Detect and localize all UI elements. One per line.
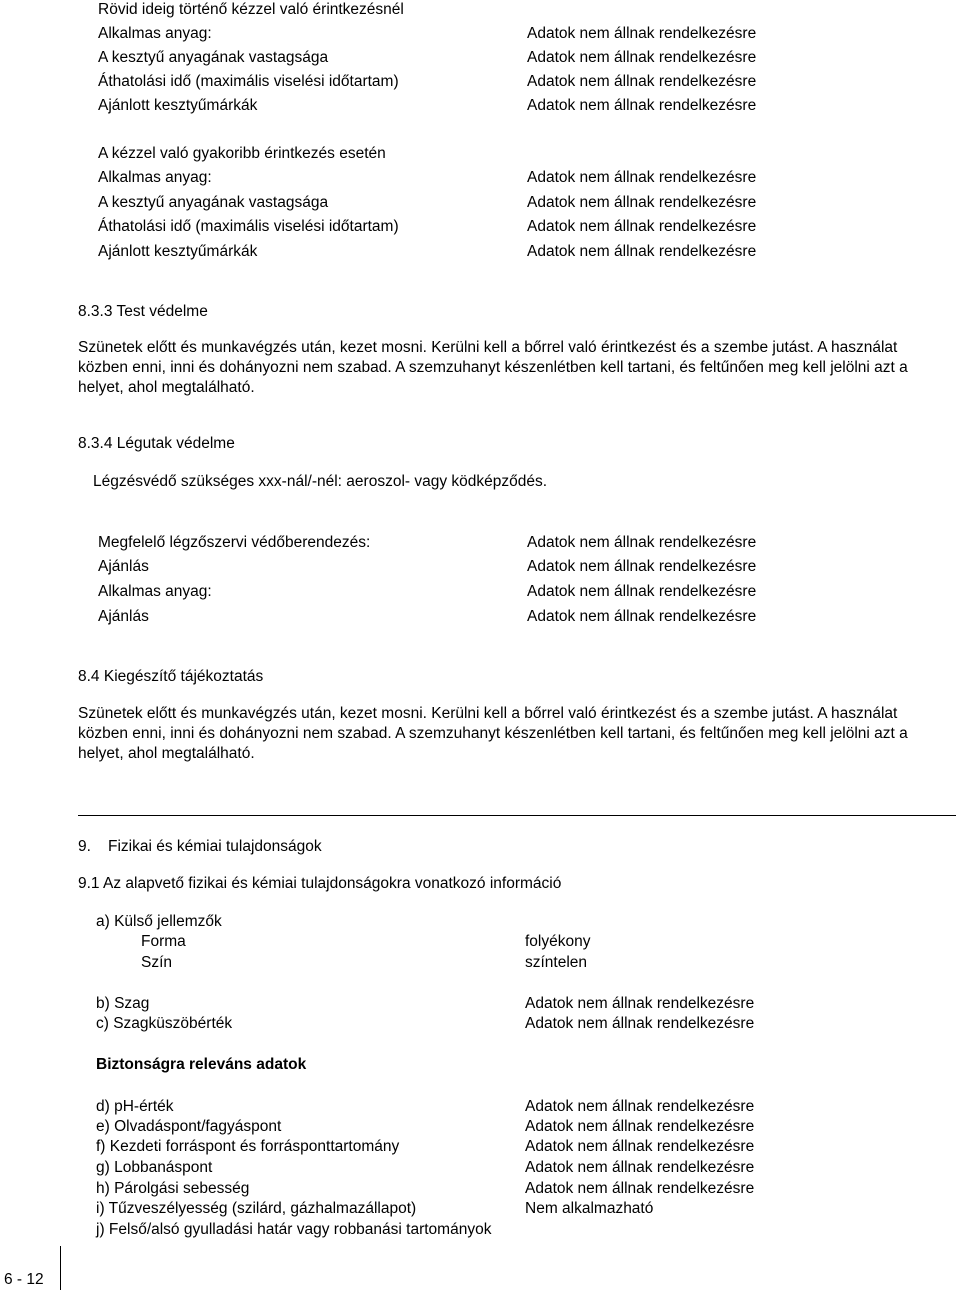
property-value: színtelen [525,954,588,971]
section-text-8-4: Szünetek előtt és munkavégzés után, kezet mosni. Kerülni kell a bőrrel való érintkezést és a szembe jutást. A használat közben enni, inni és dohányozni nem szabad. A szemzuhanyt készenlétben kell tartani, és feltűnően meg kell jelölni azt a helyet, ahol megtalálható. [78,705,908,762]
glove-frequent-value: Adatok nem állnak rendelkezésre [527,218,757,235]
property-label: g) Lobbanáspont [96,1159,213,1176]
property-value: Adatok nem állnak rendelkezésre [525,1098,755,1115]
respiratory-value: Adatok nem állnak rendelkezésre [527,583,757,600]
glove-brief-value: Adatok nem állnak rendelkezésre [527,25,757,42]
respiratory-label: Megfelelő légzőszervi védőberendezés: [98,534,371,551]
page-number: 6 - 12 [4,1271,44,1288]
property-label: j) Felső/alsó gyulladási határ vagy robbanási tartományok [96,1221,492,1238]
property-value: Adatok nem állnak rendelkezésre [525,1118,755,1135]
property-value: Adatok nem állnak rendelkezésre [525,1180,755,1197]
glove-frequent-label: Áthatolási idő (maximális viselési időtartam) [98,218,399,235]
property-value: Adatok nem állnak rendelkezésre [525,1015,755,1032]
section-heading-8-3-4: 8.3.4 Légutak védelme [78,435,235,452]
respiratory-label: Ajánlás [98,608,149,625]
glove-frequent-heading: A kézzel való gyakoribb érintkezés esetén [98,145,386,162]
glove-brief-value: Adatok nem állnak rendelkezésre [527,49,757,66]
property-value: Adatok nem állnak rendelkezésre [525,1138,755,1155]
glove-frequent-label: Ajánlott kesztyűmárkák [98,243,258,260]
glove-brief-heading: Rövid ideig történő kézzel való érintkezésnél [98,1,404,18]
section-title-9: Fizikai és kémiai tulajdonságok [108,838,322,855]
property-label: i) Tűzveszélyesség (szilárd, gázhalmazállapot) [96,1200,417,1217]
property-label: e) Olvadáspont/fagyáspont [96,1118,282,1135]
property-label: f) Kezdeti forráspont és forrásponttartomány [96,1138,400,1155]
respiratory-value: Adatok nem állnak rendelkezésre [527,558,757,575]
glove-frequent-value: Adatok nem állnak rendelkezésre [527,169,757,186]
property-label: c) Szagküszöbérték [96,1015,233,1032]
glove-brief-label: Áthatolási idő (maximális viselési időtartam) [98,73,399,90]
glove-brief-value: Adatok nem állnak rendelkezésre [527,73,757,90]
property-label: b) Szag [96,995,150,1012]
glove-brief-label: A kesztyű anyagának vastagsága [98,49,329,66]
property-value: folyékony [525,933,591,950]
glove-brief-label: Ajánlott kesztyűmárkák [98,97,258,114]
property-value: Adatok nem állnak rendelkezésre [525,1159,755,1176]
section-heading-8-4: 8.4 Kiegészítő tájékoztatás [78,668,264,685]
section-number-9: 9. [78,838,91,855]
respiratory-label: Ajánlás [98,558,149,575]
property-label: Szín [141,954,173,971]
respiratory-value: Adatok nem állnak rendelkezésre [527,608,757,625]
respiratory-value: Adatok nem állnak rendelkezésre [527,534,757,551]
section-text-8-3-3: Szünetek előtt és munkavégzés után, kezet mosni. Kerülni kell a bőrrel való érintkezést és a szembe jutást. A használat közben enni, inni és dohányozni nem szabad. A szemzuhanyt készenlétben kell tartani, és feltűnően meg kell jelölni azt a helyet, ahol megtalálható. [78,339,908,396]
section-text-8-3-4: Légzésvédő szükséges xxx-nál/-nél: aeroszol- vagy ködképződés. [93,473,548,490]
section-heading-8-3-3: 8.3.3 Test védelme [78,303,208,320]
respiratory-label: Alkalmas anyag: [98,583,212,600]
section-divider [78,815,956,816]
glove-frequent-value: Adatok nem állnak rendelkezésre [527,243,757,260]
glove-frequent-label: Alkalmas anyag: [98,169,212,186]
section-heading-9-1: 9.1 Az alapvető fizikai és kémiai tulajdonságokra vonatkozó információ [78,875,562,892]
glove-brief-value: Adatok nem állnak rendelkezésre [527,97,757,114]
property-value: Adatok nem állnak rendelkezésre [525,995,755,1012]
glove-frequent-label: A kesztyű anyagának vastagsága [98,194,329,211]
appearance-heading: a) Külső jellemzők [96,913,222,930]
property-value: Nem alkalmazható [525,1200,654,1217]
glove-frequent-value: Adatok nem állnak rendelkezésre [527,194,757,211]
property-label: Forma [141,933,186,950]
property-label: d) pH-érték [96,1098,174,1115]
property-label: h) Párolgási sebesség [96,1180,250,1197]
glove-brief-label: Alkalmas anyag: [98,25,212,42]
safety-data-heading: Biztonságra releváns adatok [96,1056,307,1073]
